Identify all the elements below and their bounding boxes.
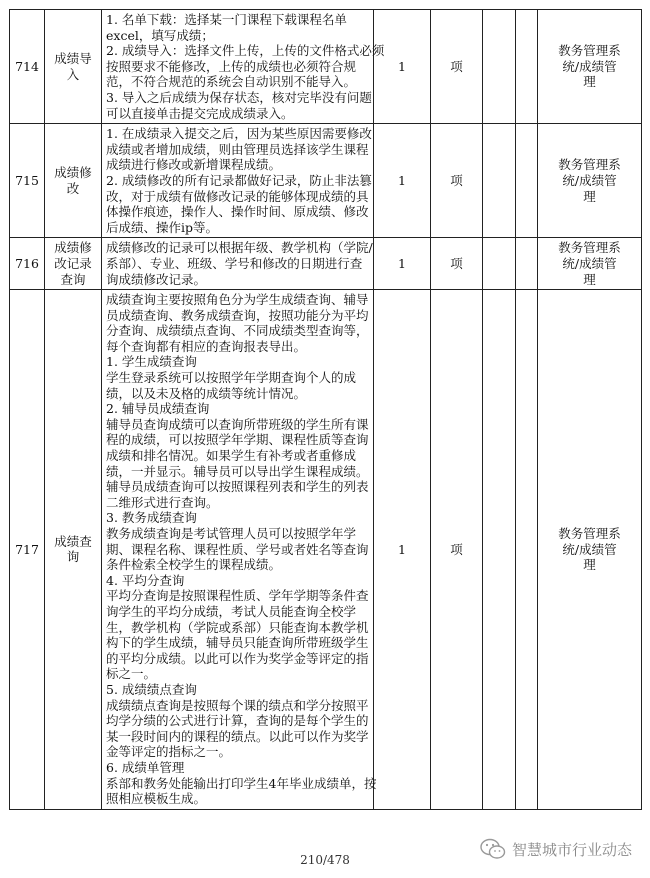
- description-line: 绩，以及未及格的成绩等统计情况。: [106, 385, 307, 401]
- description-line: 成绩查询主要按照角色分为学生成绩查询、辅导: [106, 292, 369, 308]
- table-row: [10, 10, 642, 124]
- description-line: 范，不符合规范的系统会自动识别不能导入。: [106, 74, 357, 90]
- description-line: 照相应模板生成。: [106, 791, 207, 807]
- remark: [538, 290, 642, 810]
- remark-line: 统/成绩管: [562, 255, 617, 271]
- empty-cell: [483, 290, 516, 810]
- remark-line: 统/成绩管: [562, 172, 617, 188]
- remark: [538, 238, 642, 290]
- description-line: 学生登录系统可以按照学年学期查询个人的成: [106, 370, 357, 386]
- description-line: 成绩修改的记录可以根据年级、教学机构（学院/: [106, 240, 373, 256]
- description-line: 成绩绩点查询是按照每个课的绩点和学分按照平: [106, 697, 369, 713]
- empty-cell: [483, 10, 516, 124]
- remark-line: 教务管理系: [558, 526, 621, 541]
- remark-line: 理: [583, 188, 596, 204]
- empty-cell: [483, 238, 516, 290]
- description-line: 后成绩、操作ip等。: [106, 219, 218, 235]
- item-name-line: 改: [66, 180, 80, 196]
- remark-line: 统/成绩管: [562, 541, 617, 557]
- description-line: 询学生的平均分成绩，考试人员能查询全校学: [106, 603, 357, 619]
- remark-line: 理: [583, 74, 596, 90]
- item-description: [102, 290, 377, 810]
- description-line: 分查询、成绩绩点查询、不同成绩类型查询等，: [106, 323, 369, 339]
- description-line: 某一段时间内的课程的绩点。以此可以作为奖学: [106, 728, 369, 744]
- description-line: 3. 导入之后成绩为保存状态，核对完毕没有问题: [106, 89, 372, 105]
- description-line: 每个查询都有相应的查询报表导出。: [106, 338, 307, 354]
- description-line: 金等评定的指标之一。: [106, 744, 232, 760]
- table-row: [10, 124, 642, 238]
- quantity: 1: [374, 10, 431, 124]
- remark-line: 教务管理系: [558, 157, 621, 173]
- description-line: excel，填写成绩；: [106, 27, 214, 43]
- description-line: 成绩或者增加成绩，则由管理员选择该学生课程: [106, 141, 369, 157]
- item-name-line: 成绩修: [54, 165, 92, 181]
- remark: [538, 10, 642, 124]
- description-line: 1. 在成绩录入提交之后，因为某些原因需要修改: [106, 126, 372, 142]
- remark-line: 教务管理系: [558, 43, 621, 59]
- description-line: 改，对于成绩有做修改记录的能够体现成绩的具: [106, 188, 369, 204]
- table-body: [10, 10, 642, 810]
- quantity: 1: [374, 124, 431, 238]
- requirements-table: [9, 9, 642, 810]
- item-name-line: 询: [66, 549, 80, 565]
- unit: 项: [431, 290, 483, 810]
- description-line: 按照要求不能修改，上传的成绩也必须符合规: [106, 58, 357, 74]
- description-line: 均学分绩的公式进行计算，查询的是每个学生的: [106, 713, 369, 729]
- description-line: 辅导员查询成绩可以查询所带班级的学生所有课: [106, 416, 369, 432]
- description-line: 4. 平均分查询: [106, 572, 185, 588]
- unit: 项: [431, 10, 483, 124]
- description-line: 可以直接单击提交完成成绩录入。: [106, 105, 294, 121]
- empty-cell: [516, 238, 538, 290]
- description-line: 2. 成绩导入：选择文件上传，上传的文件格式必须: [106, 43, 385, 59]
- description-line: 2. 成绩修改的所有记录都做好记录，防止非法篡: [106, 172, 372, 188]
- description-line: 成绩进行修改或新增课程成绩。: [106, 157, 282, 173]
- description-line: 期、课程名称、课程性质、学号或者姓名等查询: [106, 541, 369, 557]
- remark-line: 教务管理系: [558, 240, 621, 256]
- empty-cell: [483, 124, 516, 238]
- description-line: 1. 学生成绩查询: [106, 354, 197, 370]
- item-name-line: 成绩查: [54, 533, 92, 549]
- description-line: 教务成绩查询是考试管理人员可以按照学年学: [106, 526, 357, 541]
- remark-line: 理: [583, 271, 596, 287]
- description-line: 5. 成绩绩点查询: [106, 681, 197, 697]
- description-line: 系部和教务处能输出打印学生4年毕业成绩单，按: [106, 775, 377, 791]
- item-name: [45, 290, 102, 810]
- item-name-line: 成绩修: [54, 240, 92, 256]
- empty-cell: [516, 290, 538, 810]
- item-name-line: 查询: [60, 271, 86, 287]
- item-name-line: 改记录: [54, 255, 92, 271]
- empty-cell: [516, 124, 538, 238]
- quantity: 1: [374, 238, 431, 290]
- item-name-line: 入: [66, 66, 80, 82]
- row-index: 716: [10, 238, 45, 290]
- description-line: 的平均分成绩。以此可以作为奖学金等评定的指: [106, 650, 369, 666]
- description-line: 条件检索全校学生的课程成绩。: [106, 557, 282, 573]
- item-description: [102, 10, 385, 124]
- description-line: 员成绩查询、教务成绩查询，按照功能分为平均: [106, 307, 369, 323]
- unit: 项: [431, 238, 483, 290]
- description-line: 体操作痕迹，操作人、操作时间、原成绩、修改: [106, 204, 369, 220]
- item-name: [45, 238, 102, 290]
- row-index: 717: [10, 290, 45, 810]
- table-row: [10, 290, 642, 810]
- description-line: 平均分查询是按照课程性质、学年学期等条件查: [106, 588, 369, 604]
- description-line: 构下的学生成绩，辅导员只能查询所带班级学生: [106, 635, 369, 651]
- remark-line: 统/成绩管: [562, 58, 617, 74]
- description-line: 二维形式进行查询。: [106, 494, 219, 510]
- quantity: 1: [374, 290, 431, 810]
- watermark-text: 智慧城市行业动态: [511, 840, 632, 859]
- table-row: [10, 238, 642, 290]
- item-description: [102, 238, 374, 290]
- row-index: 715: [10, 124, 45, 238]
- description-line: 6. 成绩单管理: [106, 759, 185, 775]
- description-line: 3. 教务成绩查询: [106, 510, 197, 526]
- description-line: 1. 名单下载：选择某一门课程下载课程名单: [106, 12, 347, 27]
- description-line: 系部）、专业、班级、学号和修改的日期进行查: [106, 255, 363, 271]
- watermark: [480, 838, 632, 860]
- wechat-icon: [480, 838, 506, 860]
- remark: [538, 124, 642, 238]
- description-line: 生，教学机构（学院或系部）只能查询本教学机: [106, 619, 369, 635]
- empty-cell: [516, 10, 538, 124]
- remark-line: 理: [583, 557, 596, 573]
- row-index: 714: [10, 10, 45, 124]
- description-line: 标之一。: [106, 666, 157, 682]
- item-name: [45, 124, 102, 238]
- description-line: 绩，一并显示。辅导员可以导出学生课程成绩。: [106, 463, 369, 479]
- item-description: [102, 124, 374, 238]
- unit: 项: [431, 124, 483, 238]
- description-line: 2. 辅导员成绩查询: [106, 401, 210, 417]
- item-name-line: 成绩导: [54, 50, 92, 66]
- page-number: 210/478: [300, 853, 350, 867]
- item-name: [45, 10, 102, 124]
- description-line: 程的成绩，可以按照学年学期、课程性质等查询: [106, 432, 369, 448]
- description-line: 成绩和排名情况。如果学生有补考或者重修成: [106, 448, 357, 464]
- description-line: 询成绩修改记录。: [106, 271, 207, 287]
- description-line: 辅导员成绩查询可以按照课程列表和学生的列表: [106, 479, 369, 495]
